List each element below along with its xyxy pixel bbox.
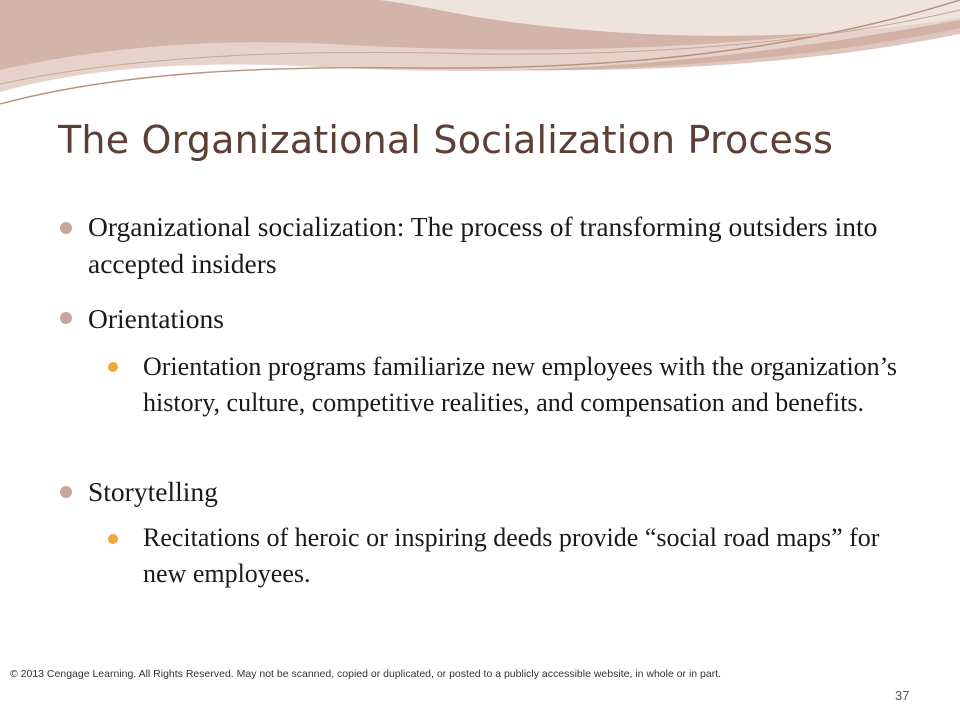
bullet-orientations: Orientations xyxy=(88,303,224,334)
bullet-storytelling: Storytelling xyxy=(88,476,218,507)
bullet-dot xyxy=(60,222,72,234)
copyright-footer: © 2013 Cengage Learning. All Rights Reserved. May not be scanned, copied or duplicated, or posted to a publicly accessible website, in whole or in part. xyxy=(10,668,722,680)
bullet-organizational-socialization: Organizational socialization: The process of transforming outsiders into accepted insiders xyxy=(88,211,878,279)
sub-bullet-dot xyxy=(108,362,118,372)
sub-bullet-orientation-programs: Orientation programs familiarize new employees with the organization’s history, culture, competitive realities, and compensation and benefits. xyxy=(143,352,898,417)
sub-bullet-recitations: Recitations of heroic or inspiring deeds provide “social road maps” for new employees. xyxy=(143,523,880,588)
bullet-dot xyxy=(60,486,72,498)
page-number: 37 xyxy=(895,688,910,703)
bullet-dot xyxy=(60,312,72,324)
slide-title: The Organizational Socialization Process xyxy=(58,118,834,162)
sub-bullet-dot xyxy=(108,534,118,544)
